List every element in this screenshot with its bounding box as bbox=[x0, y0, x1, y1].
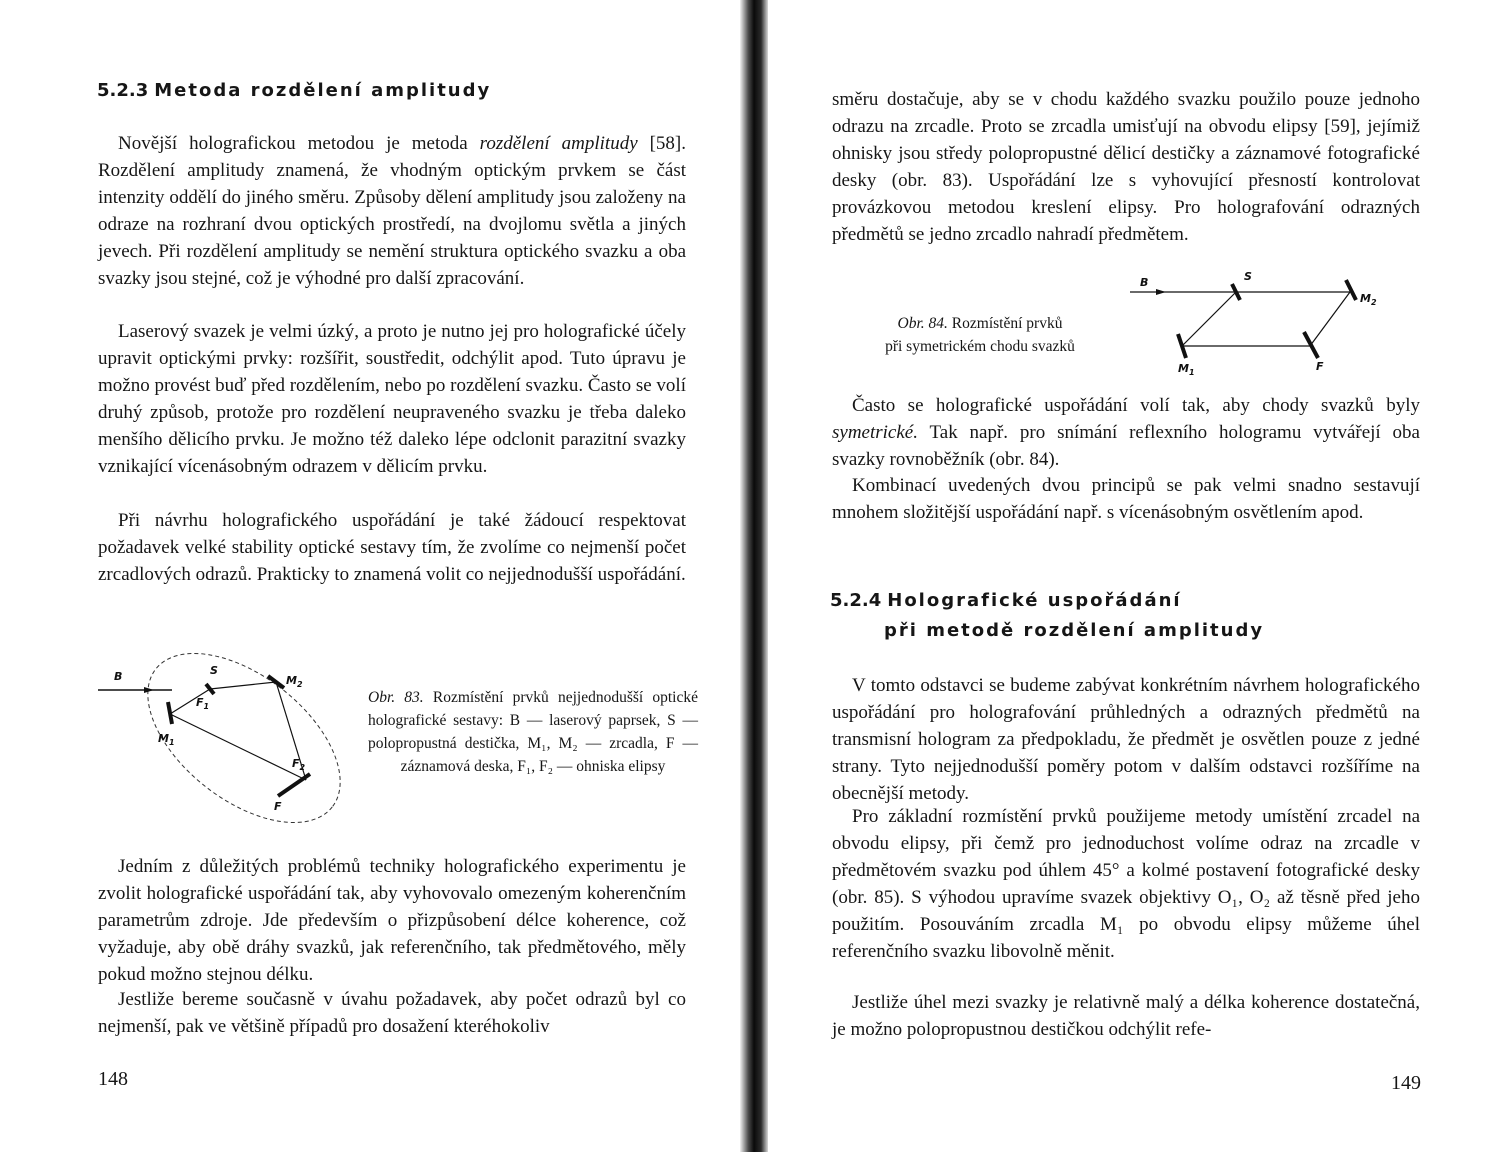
section-heading-5-2-4-line-2 bbox=[884, 620, 1264, 641]
ray-s-m2 bbox=[210, 682, 276, 689]
paragraph-1: směru dostačuje, aby se v chodu každého svazku použilo pouze jednoho odrazu na zrcadle. Proto se zrcadla umisťují na obvodu elipsy [59], jejímiž ohnisky jsou středy polopropustné dělicí destičky a záznamové fotografické desky (obr. 83). Uspořádání lze s vyhovující přesností kontrolovat provázkovou metodou kreslení elipsy. Pro holografování odrazných předmětů se jedno zrcadlo nahradí předmětem. bbox=[832, 89, 1420, 245]
plate-f bbox=[1304, 332, 1318, 358]
section-title-line-1: Holografické uspořádání bbox=[887, 590, 1182, 611]
caption-line-2: při symetrickém chodu svazků bbox=[885, 338, 1075, 355]
section-heading-5-2-4 bbox=[830, 590, 1182, 611]
book-spine bbox=[740, 0, 768, 1152]
emphasis-text: symetrické. bbox=[832, 422, 918, 443]
beam-arrow-icon bbox=[144, 687, 154, 693]
section-title: Metoda rozdělení amplitudy bbox=[154, 80, 492, 101]
label-f2: $F_2$ bbox=[292, 757, 306, 772]
label-m1: $M_1$ bbox=[158, 732, 175, 747]
label-b: B bbox=[114, 670, 123, 683]
ray-s-m1 bbox=[1182, 292, 1236, 346]
label-s: S bbox=[1244, 270, 1252, 283]
paragraph-4: V tomto odstavci se budeme zabývat konkrétním návrhem holografického uspořádání pro holografování průhledných a odrazných předmětů na transmisní hologram za předpokladu, že předmět je osvětlen pouze z jedné strany. Tyto nejjednodušší poměry potom v dalším odstavci rozšíříme na obecnější metody. bbox=[832, 675, 1420, 804]
figure-83-diagram bbox=[96, 644, 356, 830]
right-page bbox=[768, 0, 1506, 1152]
figure-83-caption bbox=[368, 686, 698, 778]
paragraph-text: Často se holografické uspořádání volí tak, aby chody svazků byly bbox=[852, 395, 1420, 416]
paragraph-text: [58]. Rozdělení amplitudy znamená, že vhodným optickým prvkem se část intenzity oddělí do jiného směru. Způsoby dělení amplitudy jsou založeny na odraze na rozhraní dvou optických prostředí, na dvojlomu světla a jiných jevech. Při rozdělení amplitudy se nemění struktura optického svazku a oba svazky jsou stejné, což je výhodné pro další zpracování. bbox=[98, 133, 686, 289]
label-m2: $M_2$ bbox=[286, 674, 303, 689]
label-b: B bbox=[1140, 276, 1149, 289]
label-m1: $M_1$ bbox=[1178, 362, 1195, 377]
caption-label: Obr. 84. bbox=[897, 315, 948, 332]
beam-arrow-icon bbox=[1156, 289, 1166, 295]
label-f: F bbox=[1316, 360, 1324, 373]
emphasis-text: rozdělení amplitudy bbox=[479, 133, 638, 154]
paragraph-1 bbox=[98, 130, 686, 292]
section-title-line-2: při metodě rozdělení amplitudy bbox=[884, 620, 1265, 641]
paragraph-3: Kombinací uvedených dvou principů se pak velmi snadno sestavují mnohem složitější uspořádání např. s vícenásobným osvětlením apod. bbox=[832, 475, 1420, 523]
label-m2: $M_2$ bbox=[1360, 292, 1377, 307]
caption-line-1: Rozmístění prvků bbox=[951, 315, 1063, 332]
paragraph-4: Jedním z důležitých problémů techniky holografického experimentu je zvolit holografické uspořádání tak, aby vyhovovalo omezeným koherenčním parametrům zdroje. Jde především o přizpůsobení délce koherence, což vyžaduje, aby obě dráhy svazků, jak referenčního, tak předmětového, měly pokud možno stejnou délku. bbox=[98, 856, 686, 985]
section-number: 5.2.4 bbox=[830, 590, 882, 611]
ray-m1-f bbox=[170, 714, 306, 780]
section-number: 5.2.3 bbox=[97, 80, 149, 101]
paragraph-5: Pro základní rozmístění prvků použijeme metody umístění zrcadel na obvodu elipsy, při čemž pro jednoduchost volíme odraz na zrcadle v předmětovém svazku pod úhlem 45° a kolmé postavení fotografické desky (obr. 85). S výhodou upravíme svazek objektivy O₁, O₂ až těsně před jeho použitím. Posouváním zrcadla M₁ po obvodu elipsy můžeme úhel referenčního svazku libovolně měnit. bbox=[832, 806, 1420, 962]
mirror-m2 bbox=[1346, 280, 1356, 300]
paragraph-2: Laserový svazek je velmi úzký, a proto je nutno jej pro holografické účely upravit optickými prvky: rozšířit, soustředit, odchýlit apod. Tuto úpravu je možno provést buď před rozdělením, nebo po rozdělení svazku. Často se volí druhý způsob, protože pro rozdělení neupraveného svazku je třeba daleko menšího dělicího prvku. Je možno též daleko lépe odclonit parazitní svazky vznikající vícenásobným odrazem v dělicím prvku. bbox=[98, 321, 686, 477]
section-heading-5-2-3 bbox=[97, 80, 491, 101]
page-number-right: 149 bbox=[1391, 1072, 1421, 1094]
ellipse-outline bbox=[118, 620, 371, 856]
label-f: F bbox=[274, 800, 282, 813]
paragraph-text: Tak např. pro snímání reflexního hologramu vytvářejí oba svazky rovnoběžník (obr. 84). bbox=[832, 422, 1420, 470]
paragraph-3: Při návrhu holografického uspořádání je také žádoucí respektovat požadavek velké stability optické sestavy tím, že zvolíme co nejmenší počet zrcadlových odrazů. Prakticky to znamená volit co nejjednodušší uspořádání. bbox=[98, 510, 686, 585]
page-number-left: 148 bbox=[98, 1068, 128, 1090]
paragraph-6: Jestliže úhel mezi svazky je relativně malý a délka koherence dostatečná, je možno polopropustnou destičkou odchýlit refe- bbox=[832, 992, 1420, 1040]
paragraph-2 bbox=[832, 392, 1420, 473]
left-page bbox=[0, 0, 740, 1152]
caption-label: Obr. 83. bbox=[368, 689, 424, 706]
figure-84-caption bbox=[850, 312, 1110, 358]
plate-f bbox=[278, 774, 310, 796]
label-s: S bbox=[210, 664, 218, 677]
label-f1: $F_1$ bbox=[196, 696, 210, 711]
mirror-m1 bbox=[168, 702, 172, 724]
paragraph-text: Novější holografickou metodou je metoda bbox=[118, 133, 480, 154]
ray-m2-f bbox=[1310, 292, 1350, 346]
figure-84-diagram bbox=[1128, 266, 1378, 378]
caption-text: Rozmístění prvků nejjednodušší optické holografické sestavy: B — laserový paprsek, S — polopropustná destička, M₁, M₂ — zrcadla, F — záznamová deska, F₁, F₂ — ohniska elipsy bbox=[368, 689, 698, 775]
paragraph-5: Jestliže bereme současně v úvahu požadavek, aby počet odrazů byl co nejmenší, pak ve většině případů pro dosažení kteréhokoliv bbox=[98, 989, 686, 1037]
